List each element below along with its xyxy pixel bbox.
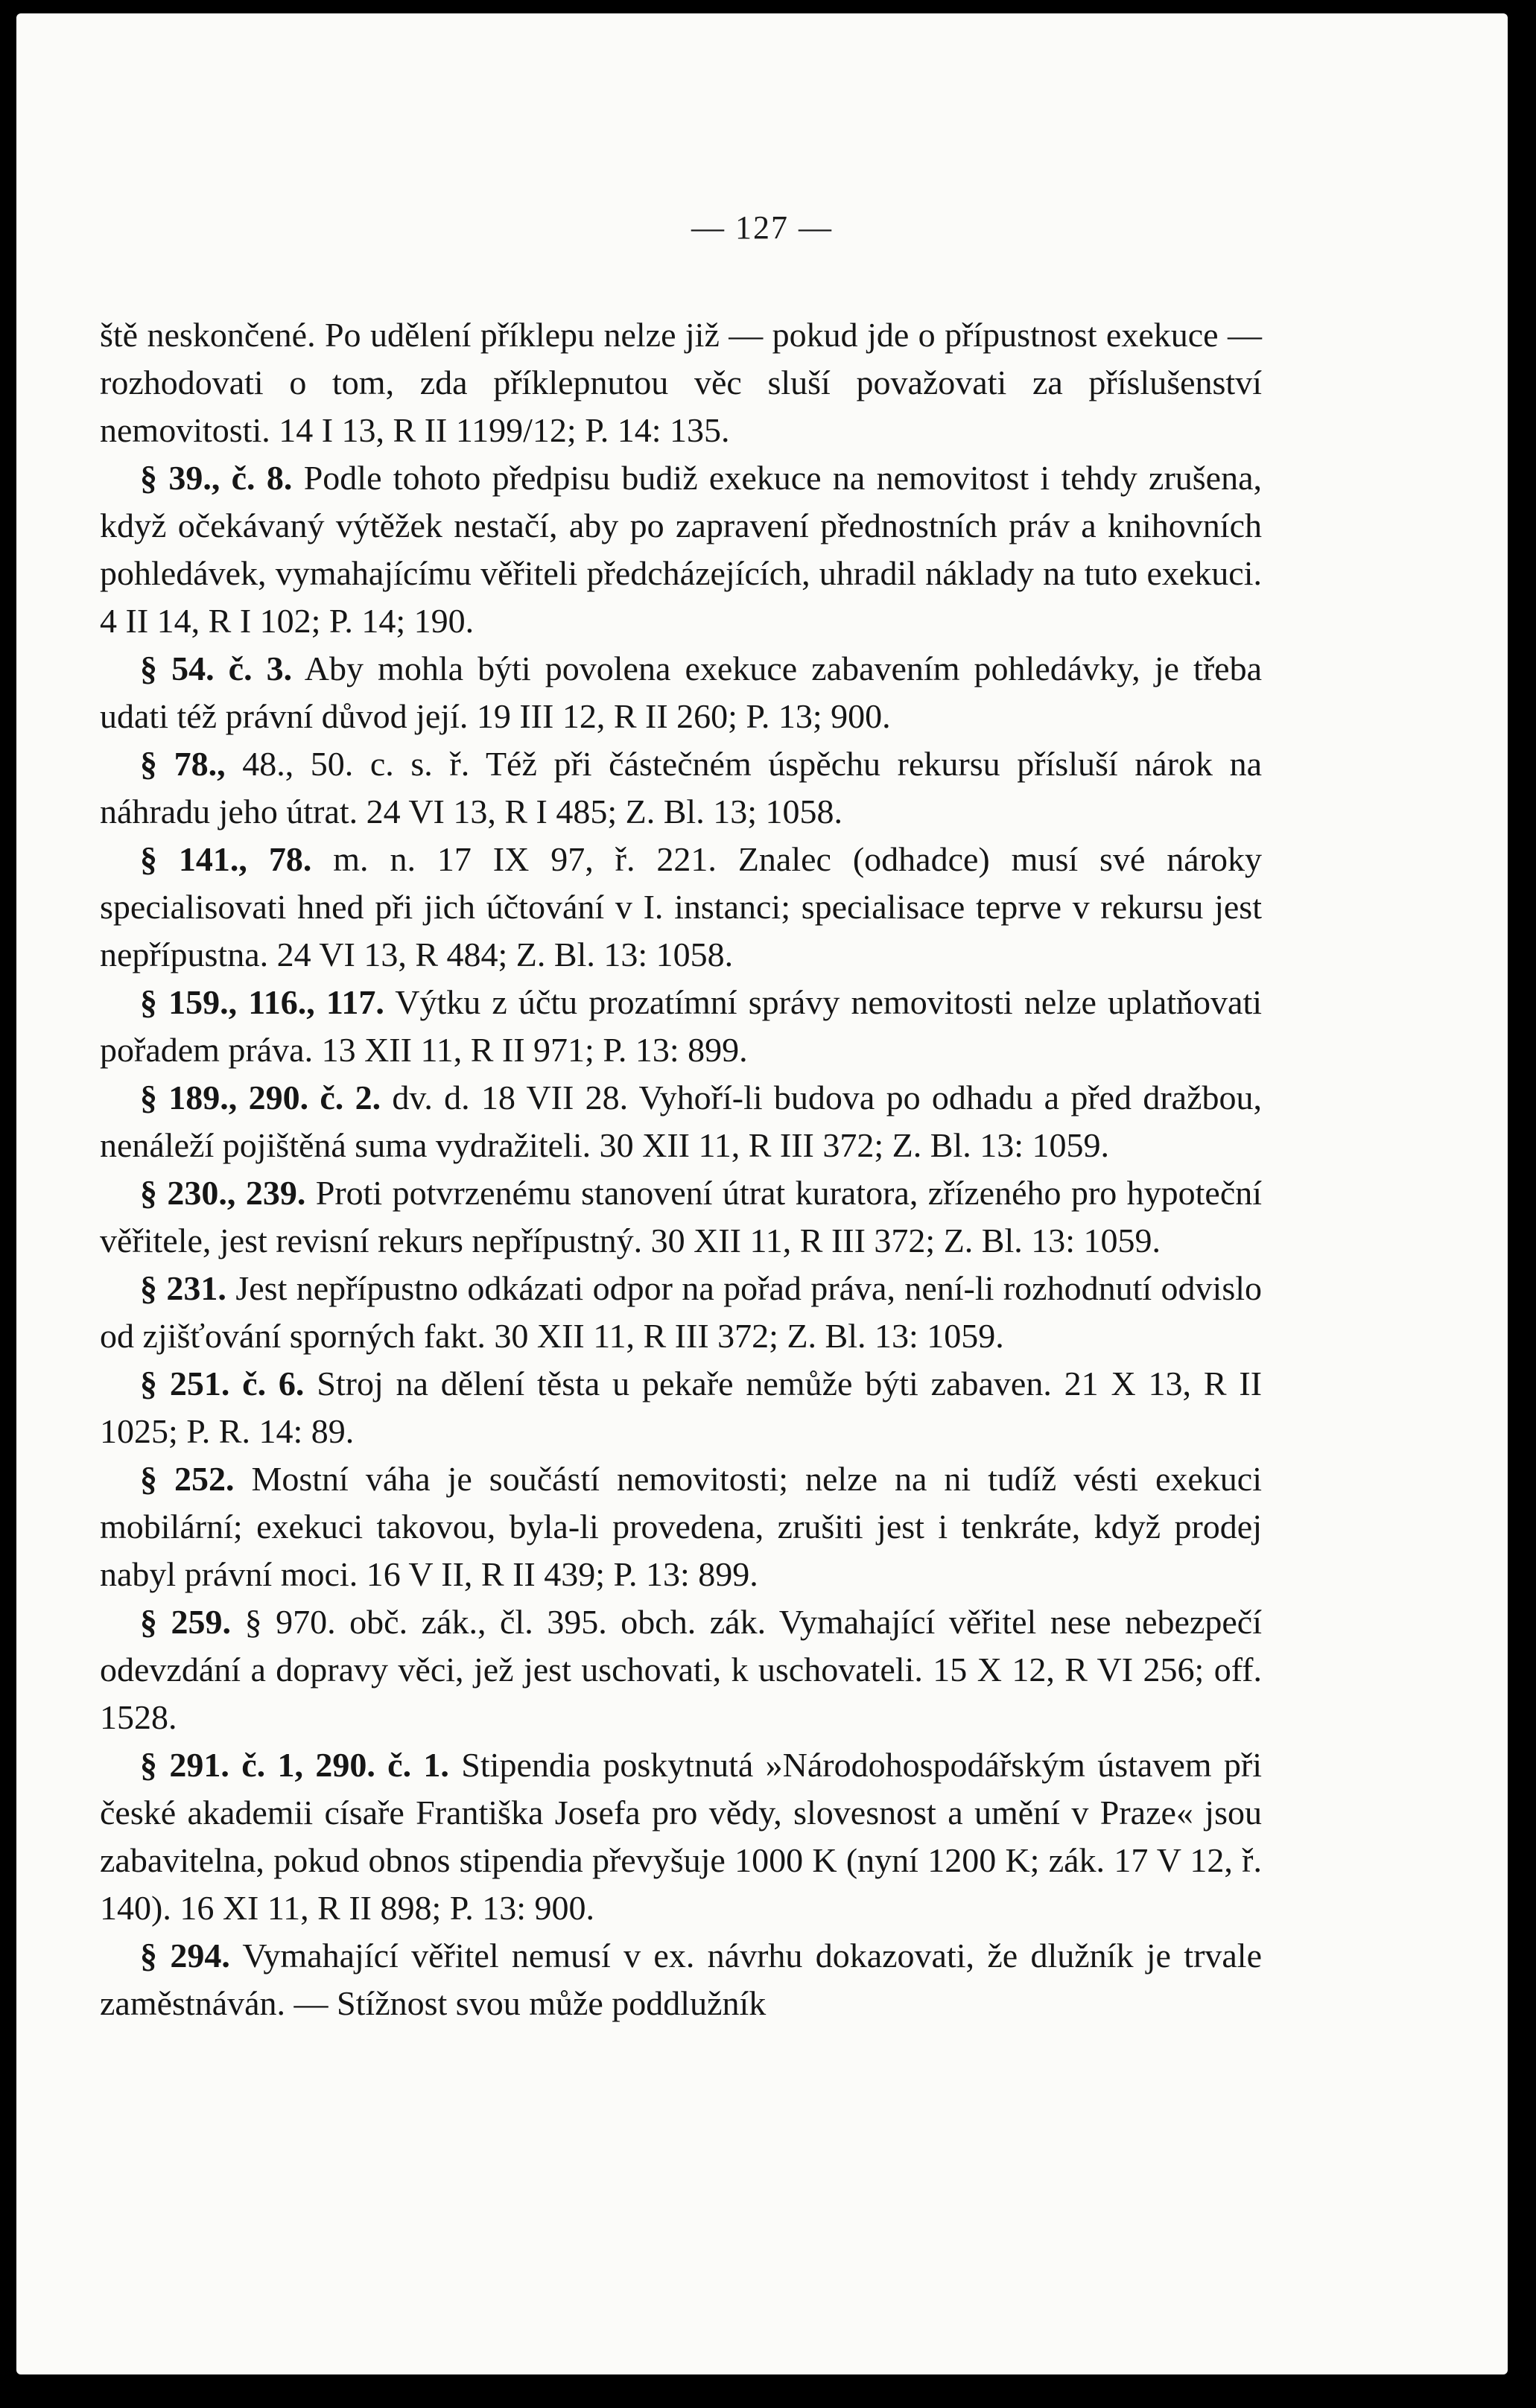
section-reference: § 251. č. 6. (140, 1365, 305, 1402)
section-reference: § 78., (140, 745, 226, 783)
paragraph-text: Výtku z účtu prozatímní správy nemovitosti nelze uplatňovati pořadem práva. 13 XII 11, R II 971; P. 13: 899. (100, 983, 1263, 1069)
paragraph-text: Stroj na dělení těsta u pekaře nemůže býti zabaven. 21 X 13, R II 1025; P. R. 14: 89. (100, 1365, 1263, 1450)
paragraph-text: 48., 50. c. s. ř. Též při částečném úspěchu rekursu přísluší nárok na náhradu jeho útrat. 24 VI 13, R I 485; Z. Bl. 13; 1058. (100, 745, 1262, 830)
paragraph-text: m. n. 17 IX 97, ř. 221. Znalec (odhadce) musí své nároky specialisovati hned při jich účtování v I. instanci; specialisace teprve v rekursu jest nepřípustna. 24 VI 13, R 484; Z. Bl. 13: 1058. (100, 840, 1263, 973)
paragraph (100, 1360, 1262, 1455)
section-reference: § 252. (140, 1460, 235, 1498)
paragraph (100, 311, 1262, 454)
section-reference: § 39., č. 8. (140, 459, 293, 497)
section-reference: § 294. (140, 1937, 230, 1975)
paragraph (100, 645, 1262, 740)
section-reference: § 54. č. 3. (140, 649, 293, 687)
paragraph-text: Jest nepřípustno odkázati odpor na pořad práva, není-li rozhodnutí odvislo od zjišťování sporných fakt. 30 XII 11, R III 372; Z. Bl. 13: 1059. (100, 1269, 1263, 1355)
paragraph-text: Mostní váha je součástí nemovitosti; nelze na ni tudíž vésti exekuci mobilární; exekuci takovou, byla-li provedena, zrušiti jest i tenkráte, když prodej nabyl právní moci. 16 V II, R II 439; P. 13: 899. (100, 1460, 1262, 1593)
paragraph (100, 1598, 1262, 1741)
section-reference: § 259. (140, 1603, 232, 1641)
page-number: — 127 — (691, 209, 833, 246)
paragraph-text: dv. d. 18 VII 28. Vyhoří-li budova po odhadu a před dražbou, nenáleží pojištěná suma vydražiteli. 30 XII 11, R III 372; Z. Bl. 13: 1059. (100, 1078, 1262, 1164)
section-reference: § 230., 239. (140, 1174, 306, 1212)
paragraph (100, 1265, 1262, 1360)
paragraph (100, 1932, 1262, 2027)
paragraph-text: Podle tohoto předpisu budiž exekuce na nemovitost i tehdy zrušena, když očekávaný výtěžek nestačí, aby po zapravení přednostních práv a knihovních pohledávek, vymahajícímu věřiteli předcházejících, uhradil náklady na tuto exekuci. 4 II 14, R I 102; P. 14; 190. (100, 459, 1262, 640)
paragraph (100, 1741, 1262, 1932)
paragraph (100, 1455, 1262, 1598)
paragraph (100, 454, 1262, 645)
page-body (100, 311, 1262, 2027)
section-reference: § 231. (140, 1269, 226, 1307)
section-reference: § 189., 290. č. 2. (140, 1078, 381, 1116)
paragraph-text: Aby mohla býti povolena exekuce zabavením pohledávky, je třeba udati též právní důvod její. 19 III 12, R II 260; P. 13; 900. (100, 649, 1262, 735)
paragraph (100, 1169, 1262, 1265)
paragraph-text: § 970. obč. zák., čl. 395. obch. zák. Vymahající věřitel nese nebezpečí odevzdání a dopravy věci, jež jest uschovati, k uschovateli. 15 X 12, R VI 256; off. 1528. (100, 1603, 1262, 1736)
paragraph (100, 979, 1262, 1074)
section-reference: § 159., 116., 117. (140, 983, 384, 1021)
paragraph (100, 836, 1262, 979)
paragraph-text: ště neskončené. Po udělení příklepu nelze již — pokud jde o přípustnost exekuce — rozhodovati o tom, zda příklepnutou věc sluší považovati za příslušenství nemovitosti. 14 I 13, R II 1199/12; P. 14: 135. (100, 316, 1262, 449)
paragraph (100, 1074, 1262, 1169)
paragraph (100, 740, 1262, 836)
paragraph-text: Proti potvrzenému stanovení útrat kuratora, zřízeného pro hypoteční věřitele, jest revisní rekurs nepřípustný. 30 XII 11, R III 372; Z. Bl. 13: 1059. (100, 1174, 1263, 1259)
paragraph-text: Vymahající věřitel nemusí v ex. návrhu dokazovati, že dlužník je trvale zaměstnáván. — Stížnost svou může poddlužník (100, 1937, 1263, 2022)
paragraph-text: Stipendia poskytnutá »Národohospodářským ústavem při české akademii císaře Františka Josefa pro vědy, slovesnost a umění v Praze« jsou zabavitelna, pokud obnos stipendia převyšuje 1000 K (nyní 1200 K; zák. 17 V 12, ř. 140). 16 XI 11, R II 898; P. 13: 900. (100, 1746, 1262, 1927)
section-reference: § 141., 78. (140, 840, 312, 878)
section-reference: § 291. č. 1, 290. č. 1. (140, 1746, 449, 1784)
scanned-page (16, 13, 1508, 2374)
